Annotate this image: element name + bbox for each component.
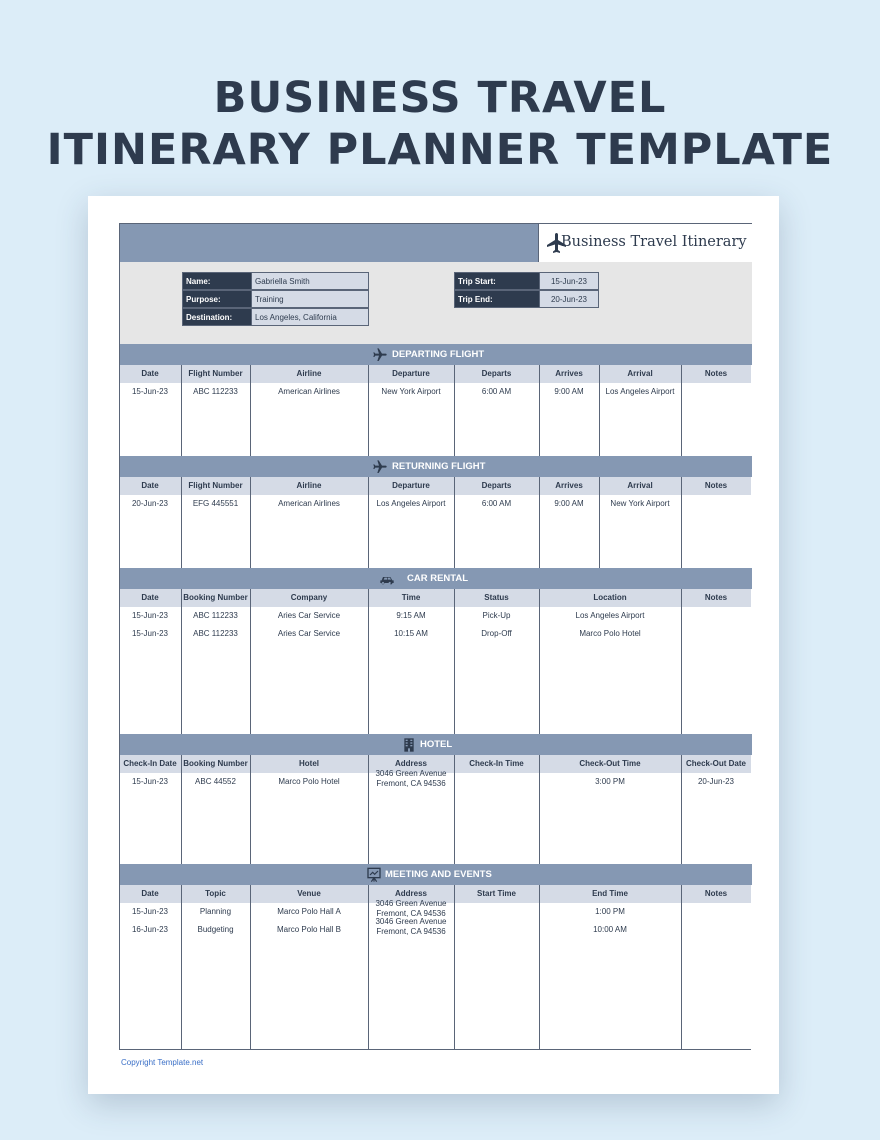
column-header: Company [250, 589, 368, 607]
grid-line [454, 755, 455, 864]
table-cell: Los Angeles Airport [376, 499, 446, 508]
table-cell: 15-Jun-23 [131, 907, 169, 916]
column-header: Arrives [539, 477, 599, 495]
grid-line [250, 477, 251, 569]
page-title [0, 72, 880, 176]
grid-line [599, 477, 600, 569]
destination-value: Los Angeles, California [251, 308, 369, 326]
column-header: End Time [539, 885, 681, 903]
grid-line [539, 477, 540, 569]
car-icon [379, 571, 395, 587]
table-cell: Marco Polo Hall B [276, 925, 342, 934]
trip-end-label: Trip End: [454, 290, 540, 308]
table-cell: American Airlines [278, 499, 340, 508]
table-cell: 6:00 AM [481, 387, 512, 396]
page-title-line-1: BUSINESS TRAVEL [213, 73, 667, 123]
table-cell: Los Angeles Airport [605, 387, 675, 396]
grid-line [181, 755, 182, 864]
table-cell: Budgeting [197, 925, 234, 934]
column-header: Status [454, 589, 539, 607]
traveler-info [119, 262, 752, 344]
column-header: Arrives [539, 365, 599, 383]
column-header: Date [119, 589, 181, 607]
table-cell: 10:00 AM [593, 925, 627, 934]
grid-line [681, 755, 682, 864]
copyright-text: Copyright Template.net [121, 1058, 204, 1067]
grid-line [539, 365, 540, 457]
address-cell: 3046 Green Avenue Fremont, CA 94536 [375, 917, 447, 936]
table-cell: Marco Polo Hotel [278, 777, 340, 786]
grid-line [181, 365, 182, 457]
table-cell: EFG 445551 [192, 499, 239, 508]
purpose-value: Training [251, 290, 369, 308]
table-cell: Aries Car Service [277, 611, 341, 620]
purpose-label: Purpose: [182, 290, 252, 308]
column-header: Hotel [250, 755, 368, 773]
grid-line [119, 864, 120, 1049]
column-header: Arrival [599, 365, 681, 383]
grid-line [539, 755, 540, 864]
presentation-board-icon [366, 867, 382, 883]
grid-line [681, 477, 682, 569]
table-cell: 9:00 AM [554, 387, 584, 396]
returning-flight-section [119, 456, 751, 569]
grid-line [181, 477, 182, 569]
document-paper [88, 196, 779, 1094]
grid-line [681, 885, 682, 1049]
column-header: Address [368, 755, 454, 773]
column-header: Notes [681, 365, 751, 383]
column-header: Booking Number [181, 755, 250, 773]
meetings-events-header [119, 864, 752, 885]
grid-line [119, 568, 120, 735]
column-header: Departure [368, 365, 454, 383]
grid-line [454, 885, 455, 1049]
table-cell: ABC 112233 [193, 629, 238, 638]
table-cell: Los Angeles Airport [575, 611, 645, 620]
table-cell: 9:15 AM [396, 611, 426, 620]
meetings-events-title: MEETING AND EVENTS [385, 869, 492, 880]
table-cell: 6:00 AM [481, 499, 512, 508]
column-header: Airline [250, 477, 368, 495]
column-header: Date [119, 365, 181, 383]
column-header: Departs [454, 477, 539, 495]
brand-block [538, 223, 752, 263]
table-cell: 15-Jun-23 [131, 629, 169, 638]
column-header: Start Time [454, 885, 539, 903]
column-header: Booking Number [181, 589, 250, 607]
grid-line [454, 477, 455, 569]
airplane-icon [372, 347, 388, 363]
table-cell: ABC 112233 [193, 387, 238, 396]
column-header: Notes [681, 477, 751, 495]
hotel-section [119, 734, 751, 864]
address-cell: 3046 Green Avenue Fremont, CA 94536 [375, 769, 447, 788]
grid-line [681, 589, 682, 735]
table-cell: 1:00 PM [595, 907, 625, 916]
column-header: Topic [181, 885, 250, 903]
table-cell: Pick-Up [482, 611, 511, 620]
table-cell: ABC 44552 [195, 777, 236, 786]
column-header: Arrival [599, 477, 681, 495]
grid-line [250, 365, 251, 457]
column-header: Check-In Date [119, 755, 181, 773]
column-header: Time [368, 589, 454, 607]
building-icon [401, 737, 417, 753]
table-cell: 3:00 PM [595, 777, 625, 786]
trip-end-value: 20-Jun-23 [539, 290, 599, 308]
departing-flight-title: DEPARTING FLIGHT [392, 349, 485, 360]
column-header: Notes [681, 589, 751, 607]
table-cell: Aries Car Service [277, 629, 341, 638]
page-title-line-2: ITINERARY PLANNER TEMPLATE [46, 125, 834, 175]
grid-line [368, 365, 369, 457]
table-cell: Marco Polo Hall A [277, 907, 341, 916]
car-rental-header [119, 568, 752, 589]
car-rental-title: CAR RENTAL [407, 573, 469, 584]
column-header: Flight Number [181, 365, 250, 383]
table-cell: Planning [199, 907, 232, 916]
trip-start-value: 15-Jun-23 [539, 272, 599, 290]
column-header: Location [539, 589, 681, 607]
departing-flight-section [119, 344, 751, 457]
table-cell: 20-Jun-23 [697, 777, 735, 786]
column-header: Airline [250, 365, 368, 383]
column-header: Date [119, 885, 181, 903]
address-cell: 3046 Green Avenue Fremont, CA 94536 [375, 899, 447, 918]
destination-label: Destination: [182, 308, 252, 326]
airplane-icon [372, 459, 388, 475]
table-cell: 15-Jun-23 [131, 777, 169, 786]
brand-title: Business Travel Itinerary [561, 234, 747, 250]
grid-line [250, 755, 251, 864]
column-header: Check-Out Time [539, 755, 681, 773]
table-cell: 15-Jun-23 [131, 387, 169, 396]
column-header: Flight Number [181, 477, 250, 495]
header-bar [119, 223, 539, 263]
table-cell: 15-Jun-23 [131, 611, 169, 620]
column-header: Date [119, 477, 181, 495]
table-cell: 9:00 AM [554, 499, 584, 508]
table-cell: American Airlines [278, 387, 340, 396]
column-header: Departure [368, 477, 454, 495]
grid-line [681, 365, 682, 457]
car-rental-section [119, 568, 751, 735]
column-header: Check-Out Date [681, 755, 751, 773]
table-cell: 20-Jun-23 [131, 499, 169, 508]
table-cell: New York Airport [381, 387, 441, 396]
hotel-title: HOTEL [420, 739, 453, 750]
hotel-header [119, 734, 752, 755]
table-cell: Marco Polo Hotel [579, 629, 641, 638]
meetings-events-section [119, 864, 751, 1049]
grid-line [599, 365, 600, 457]
column-header: Address [368, 885, 454, 903]
itinerary-sheet [119, 223, 751, 1050]
table-cell: ABC 112233 [193, 611, 238, 620]
grid-line [119, 734, 120, 864]
column-header: Venue [250, 885, 368, 903]
table-cell: New York Airport [610, 499, 670, 508]
returning-flight-header [119, 456, 752, 477]
departing-flight-header [119, 344, 752, 365]
table-cell: Drop-Off [481, 629, 512, 638]
table-cell: 10:15 AM [394, 629, 428, 638]
column-header: Check-In Time [454, 755, 539, 773]
column-header: Departs [454, 365, 539, 383]
table-cell: 16-Jun-23 [131, 925, 169, 934]
trip-start-label: Trip Start: [454, 272, 540, 290]
returning-flight-title: RETURNING FLIGHT [392, 461, 486, 472]
name-label: Name: [182, 272, 252, 290]
grid-line [368, 477, 369, 569]
grid-line [454, 365, 455, 457]
column-header: Notes [681, 885, 751, 903]
name-value: Gabriella Smith [251, 272, 369, 290]
grid-line [119, 1049, 751, 1050]
